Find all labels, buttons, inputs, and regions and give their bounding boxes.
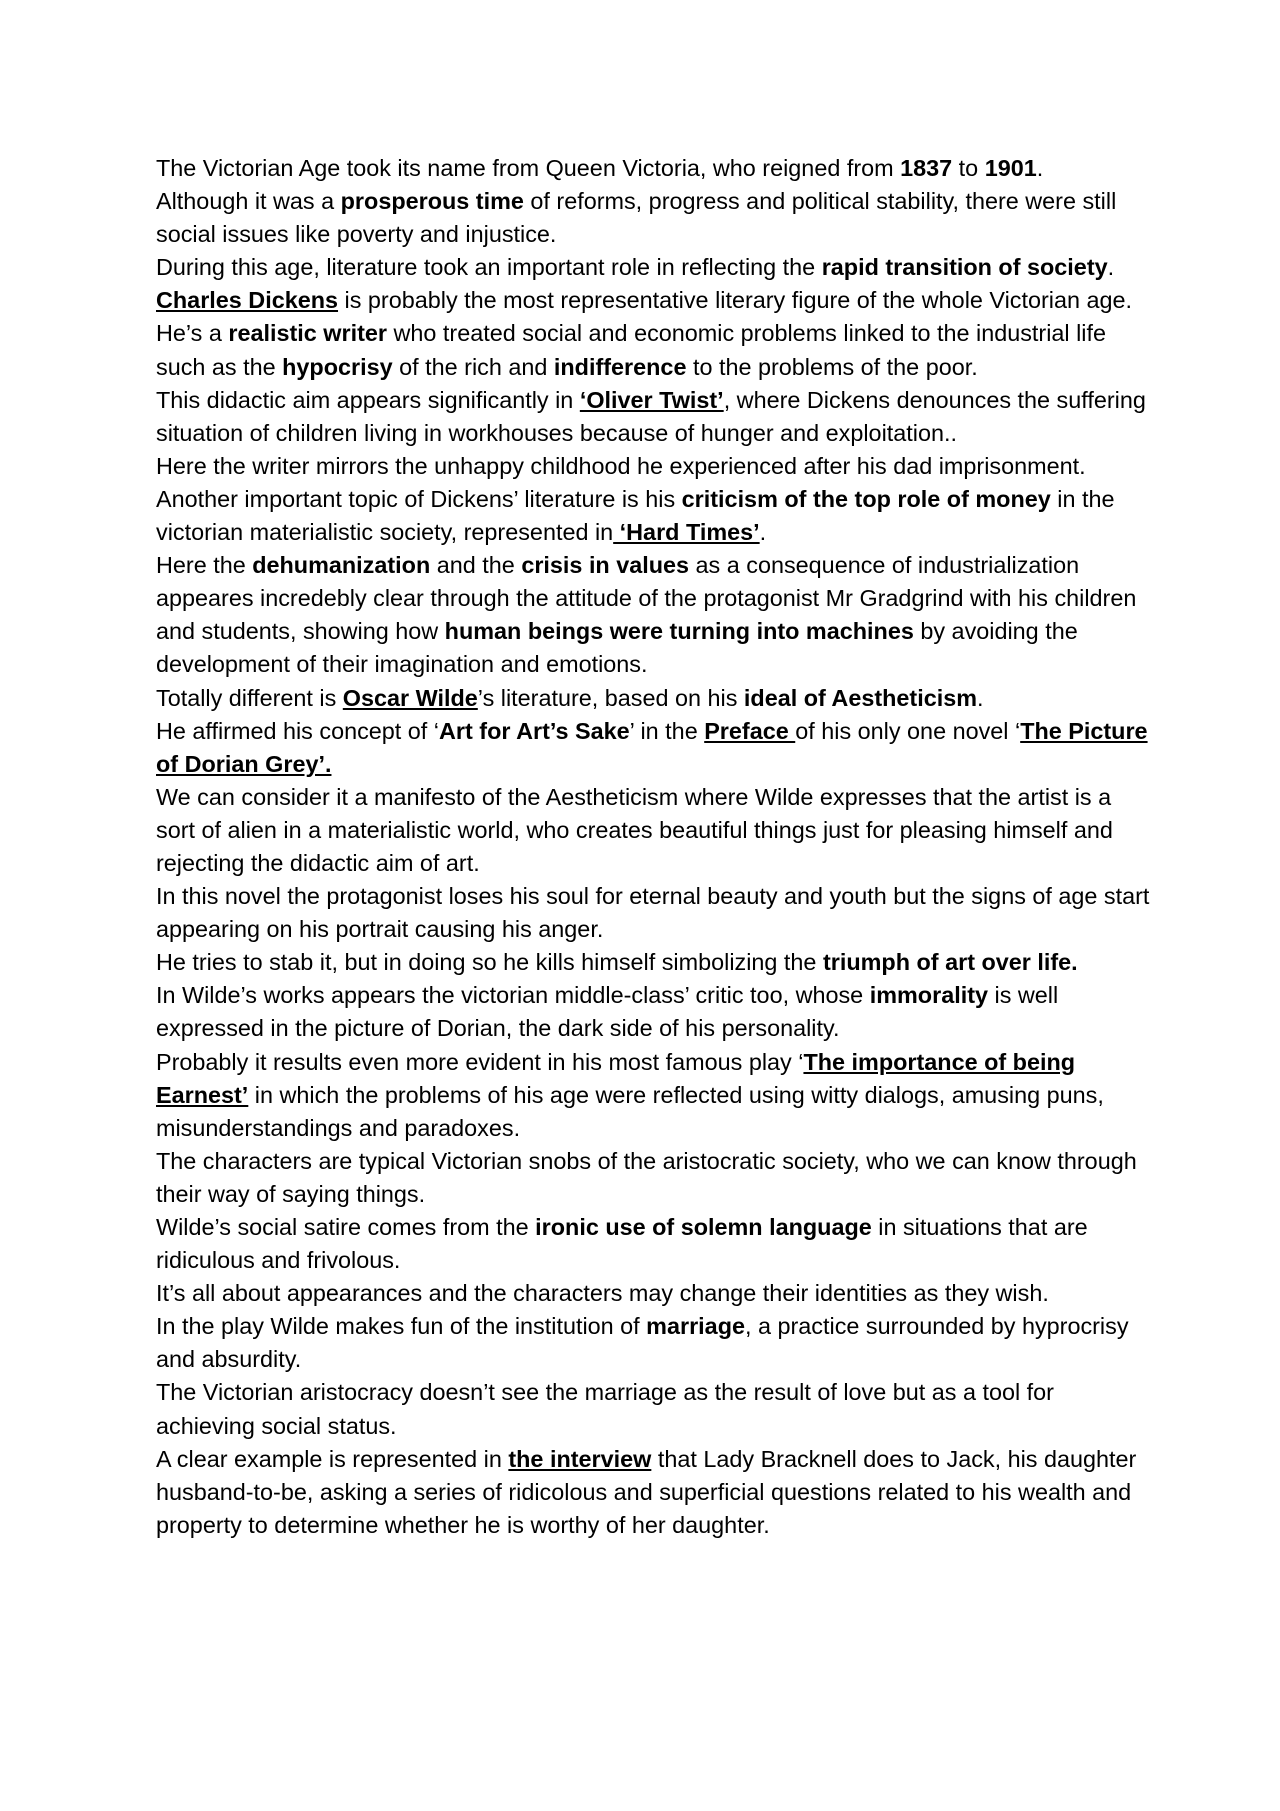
paragraph-art-for-art [156,715,1156,781]
year-1837: 1837 [900,155,953,181]
bold-prosperous-time: prosperous time [340,188,524,215]
text: This didactic aim appears significantly in [156,386,580,413]
bold-triumph-of-art: triumph of art over life. [822,949,1078,976]
text: Although it was a [156,188,341,215]
paragraph-charles-dickens [156,284,1156,383]
heading-charles-dickens: Charles Dickens [156,287,339,314]
paragraph-oliver-twist [156,384,1156,450]
text: who treated social and economic problems linked to the industrial life such as the [156,320,1107,380]
paragraph-interview [156,1443,1156,1542]
text: ’s literature, based on his [477,684,744,711]
document-page [156,152,1156,1542]
paragraph-victorian-age [156,152,1156,185]
text: in situations that are ridiculous and frivolous. [156,1214,1088,1274]
text: The Victorian Age took its name from Queen Victoria, who reigned from [156,155,901,181]
text: During this age, literature took an important role in reflecting the [156,254,822,281]
title-dorian-grey: The Picture of Dorian Grey’. [156,717,1148,777]
text: ’ in the [629,717,705,744]
title-importance-of-being-earnest: The importance of being Earnest’ [156,1048,1076,1108]
title-preface: Preface [704,717,796,744]
bold-marriage: marriage [646,1313,745,1340]
text: Wilde’s social satire comes from the [156,1214,536,1240]
text: is well expressed in the picture of Dorian, the dark side of his personality. [156,982,1059,1042]
text: We can consider it a manifesto of the Aestheticism where Wilde expresses that the artist is a sort of alien in a materialistic world, who creates beautiful things just for pleasing himself and rejecting the didactic aim of art. [156,783,1113,876]
text: of the rich and [392,353,554,380]
paragraph-prosperous-time [156,185,1156,251]
paragraph-appearances [156,1277,1156,1310]
title-hard-times: ‘Hard Times’ [613,519,760,546]
text: He affirmed his concept of ‘ [156,717,439,744]
text: Here the [156,552,253,579]
paragraph-stab [156,946,1156,979]
bold-dehumanization: dehumanization [252,552,431,579]
bold-criticism-money: criticism of the top role of money [681,485,1051,512]
paragraph-dehumanization [156,549,1156,681]
text: by avoiding the development of their imagination and emotions. [156,618,1078,678]
title-oliver-twist: ‘Oliver Twist’ [579,386,724,413]
bold-crisis-in-values: crisis in values [521,552,690,579]
bold-realistic-writer: realistic writer [228,320,388,347]
bold-rapid-transition: rapid transition of society [821,254,1108,281]
paragraph-literature-role [156,251,1156,284]
paragraph-hard-times [156,483,1156,549]
bold-art-for-arts-sake: Art for Art’s Sake [439,717,630,744]
paragraph-childhood [156,450,1156,483]
bold-immorality: immorality [869,982,988,1009]
text: in the victorian materialistic society, represented in [156,485,1115,546]
text: Probably it results even more evident in his most famous play ‘ [156,1048,804,1075]
title-the-interview: the interview [508,1445,652,1472]
text: In the play Wilde makes fun of the institution of [156,1313,647,1340]
text: Here the writer mirrors the unhappy childhood he experienced after his dad imprisonment. [156,452,1086,479]
text: as a consequence of industrialization appeares incredebly clear through the attitude of the protagonist Mr Gradgrind with his children and students, showing how [156,552,1137,645]
text: . [977,684,984,711]
text: of reforms, progress and political stability, there were still social issues like poverty and injustice. [156,188,1117,248]
paragraph-oscar-wilde [156,682,1156,715]
heading-oscar-wilde: Oscar Wilde [342,684,478,711]
text: is probably the most representative literary figure of the whole Victorian age. He’s a [156,287,1132,347]
paragraph-manifesto [156,781,1156,880]
bold-hypocrisy: hypocrisy [282,353,393,380]
text: He tries to stab it, but in doing so he kills himself simbolizing the [156,949,823,976]
text: that Lady Bracknell does to Jack, his daughter husband-to-be, asking a series of ridicolous and superficial questions related to his wealth and property to determine whether he is worthy of her daughter. [156,1445,1137,1538]
paragraph-novel-protagonist [156,880,1156,946]
text: The Victorian aristocracy doesn’t see the marriage as the result of love but as a tool for achieving social status. [156,1379,1054,1439]
text: . [759,519,767,546]
text: and the [430,552,522,579]
text: A clear example is represented in [156,1445,509,1472]
text: to [952,155,985,181]
paragraph-marriage [156,1310,1156,1376]
paragraph-earnest [156,1046,1156,1145]
bold-ideal-aestheticism: ideal of Aestheticism [743,684,978,711]
paragraph-aristocracy [156,1376,1156,1442]
text: , a practice surrounded by hyprocrisy and absurdity. [156,1313,1129,1373]
bold-ironic-solemn-language: ironic use of solemn language [535,1214,872,1240]
text: of his only one novel ‘ [795,717,1021,744]
text: Totally different is [156,684,343,711]
text: . [1107,254,1115,281]
paragraph-immorality [156,979,1156,1045]
text: In this novel the protagonist loses his soul for eternal beauty and youth but the signs of age start appearing on his portrait causing his anger. [156,883,1150,943]
text: , where Dickens denounces the suffering situation of children living in workhouses because of hunger and exploitation.. [156,386,1146,446]
text: . [1036,155,1044,181]
bold-human-beings-machines: human beings were turning into machines [444,618,914,645]
text: to the problems of the poor. [686,353,978,380]
bold-indifference: indifference [553,353,687,380]
year-1901: 1901 [984,155,1037,181]
text: Another important topic of Dickens’ literature is his [156,485,682,512]
text: It’s all about appearances and the characters may change their identities as they wish. [156,1280,1049,1307]
paragraph-social-satire [156,1211,1156,1277]
text: In Wilde’s works appears the victorian middle-class’ critic too, whose [156,982,870,1009]
text: in which the problems of his age were reflected using witty dialogs, amusing puns, misunderstandings and paradoxes. [156,1081,1104,1141]
text: The characters are typical Victorian snobs of the aristocratic society, who we can know through their way of saying things. [156,1147,1137,1207]
paragraph-characters [156,1145,1156,1211]
